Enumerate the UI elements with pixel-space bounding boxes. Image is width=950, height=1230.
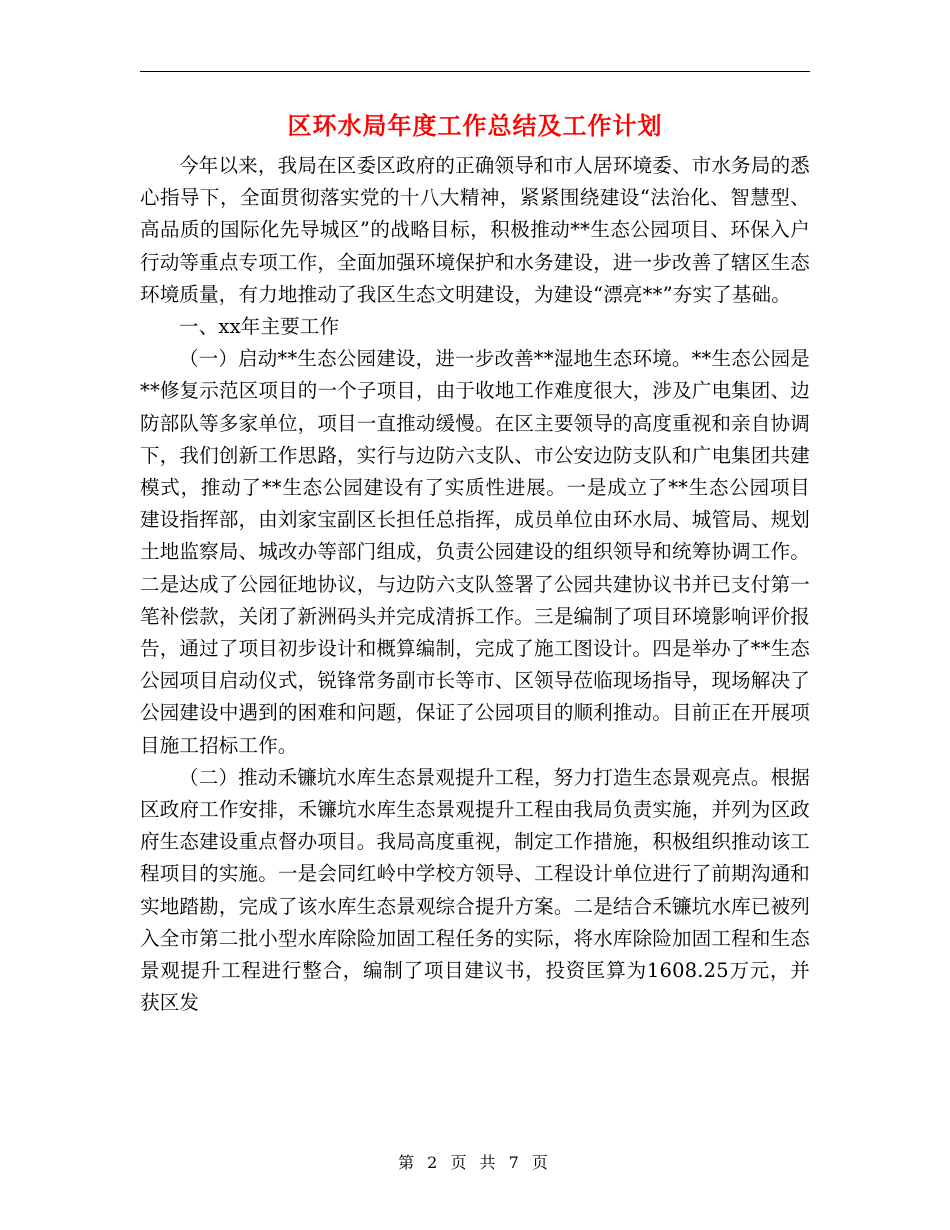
document-body	[140, 150, 810, 1019]
section-heading-main-work: 一、xx年主要工作	[179, 315, 340, 339]
paragraph-reservoir: （二）推动禾镰坑水库生态景观提升工程，努力打造生态景观亮点。根据区政府工作安排，禾镰坑水库生态景观提升工程由我局负责实施，并列为区政府生态建设重点督办项目。我局高度重视，制定工作措施，积极组织推动该工程项目的实施。一是会同红岭中学校方领导、工程设计单位进行了前期沟通和实地踏勘，完成了该水库生态景观综合提升方案。二是结合禾镰坑水库已被列入全市第二批小型水库除险加固工程任务的实际，将水库除险加固工程和生态景观提升工程进行整合，编制了项目建议书，投资匡算为1608.25万元，并获区发	[140, 765, 810, 1015]
document-title: 区环水局年度工作总结及工作计划	[287, 111, 663, 140]
paragraph-eco-park: （一）启动**生态公园建设，进一步改善**湿地生态环境。**生态公园是**修复示范区项目的一个子项目，由于收地工作难度很大，涉及广电集团、边防部队等多家单位，项目一直推动缓慢。在区主要领导的高度重视和亲自协调下，我们创新工作思路，实行与边防六支队、市公安边防支队和广电集团共建模式，推动了**生态公园建设有了实质性进展。一是成立了**生态公园项目建设指挥部，由刘家宝副区长担任总指挥，成员单位由环水局、城管局、规划土地监察局、城改办等部门组成，负责公园建设的组织领导和统筹协调工作。二是达成了公园征地协议，与边防六支队签署了公园共建协议书并已支付第一笔补偿款，关闭了新洲码头并完成清拆工作。三是编制了项目环境影响评价报告，通过了项目初步设计和概算编制，完成了施工图设计。四是举办了**生态公园项目启动仪式，锐锋常务副市长等市、区领导莅临现场指导，现场解决了公园建设中遇到的困难和问题，保证了公园项目的顺利推动。目前正在开展项目施工招标工作。	[140, 347, 811, 757]
page-number-footer: 第 2 页 共 7 页	[398, 1153, 552, 1172]
header-rule	[140, 71, 810, 72]
intro-paragraph: 今年以来，我局在区委区政府的正确领导和市人居环境委、市水务局的悉心指导下，全面贯彻落实党的十八大精神，紧紧围绕建设“法治化、智慧型、高品质的国际化先导城区”的战略目标，积极推动**生态公园项目、环保入户行动等重点专项工作，全面加强环境保护和水务建设，进一步改善了辖区生态环境质量，有力地推动了我区生态文明建设，为建设“漂亮**”夯实了基础。	[140, 154, 810, 306]
